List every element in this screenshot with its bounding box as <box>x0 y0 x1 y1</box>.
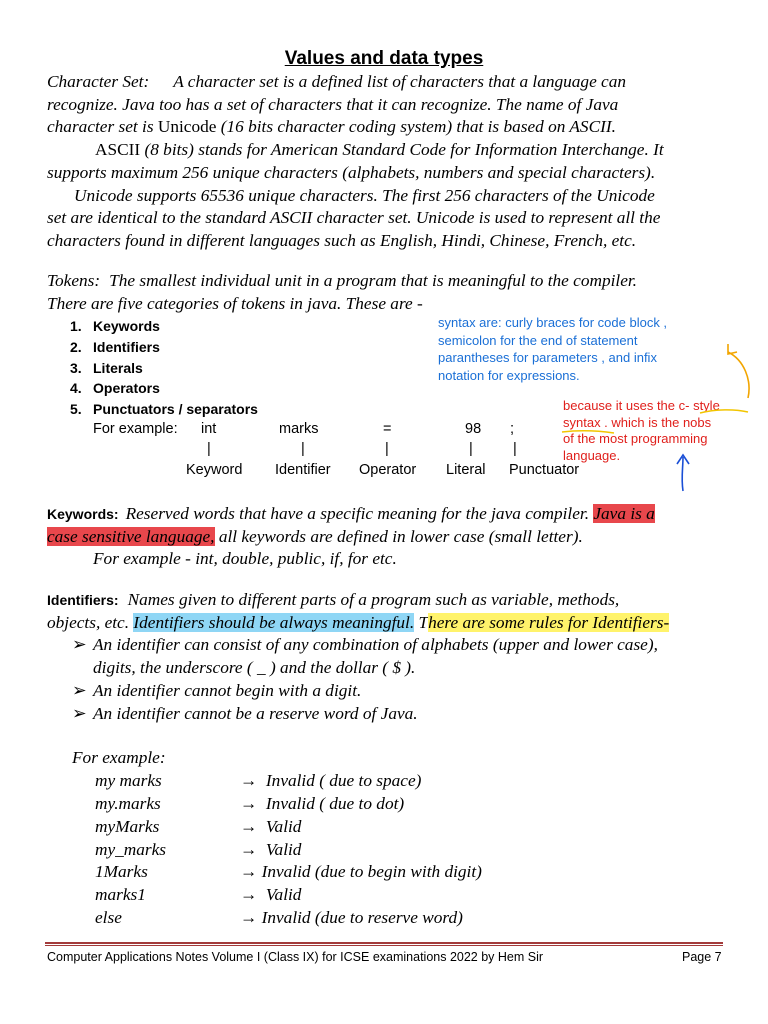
token-type-punctuator: Punctuator <box>509 462 580 478</box>
text-line: set are identical to the standard ASCII character set. Unicode is used to represent all the <box>47 208 661 228</box>
arrow-icon: → <box>240 840 258 859</box>
text-line: recognize. Java too has a set of characters that it can recognize. The name of Java <box>47 94 619 114</box>
rule-bullet-1: ➢ An identifier can consist of any combination of alphabets (upper and lower case), digits, the underscore ( _ ) and the dollar ( $ ). <box>72 635 658 677</box>
token-type-identifier: Identifier <box>275 462 331 478</box>
text-line: all keywords are defined in lower case (small letter). <box>214 526 583 546</box>
text-line: Names given to different parts of a program such as variable, methods, <box>127 590 620 609</box>
token-type-operator: Operator <box>359 462 417 478</box>
list-item: 1. Keywords <box>70 318 160 334</box>
text-line: For example - int, double, public, if, for etc. <box>93 549 397 569</box>
identifier-example-label: For example: <box>72 748 166 767</box>
rules-highlight: here are some rules for Identifiers- <box>428 612 670 632</box>
example-result: → Valid <box>240 885 302 904</box>
example-code-98: 98 <box>465 421 482 437</box>
pipe-divider: | <box>469 441 473 457</box>
text-line: (16 bits character coding system) that is based on ASCII. <box>216 117 616 137</box>
case-sensitive-highlight: Java is a <box>593 504 655 523</box>
text-line: A character set is a defined list of characters that a language can <box>173 72 627 91</box>
example-label: For example: <box>93 421 178 437</box>
list-item: 5. Punctuators / separators <box>70 401 258 418</box>
identifiers-heading: Identifiers: <box>47 592 119 608</box>
example-name: 1Marks <box>95 862 148 881</box>
bullet-arrow-icon: ➢ <box>72 635 87 654</box>
blue-arrow-icon <box>682 457 683 491</box>
tokens-heading: Tokens: <box>47 271 101 290</box>
example-name: my marks <box>95 771 162 790</box>
case-sensitive-highlight: case sensitive language, <box>47 526 215 546</box>
text-line: objects, etc. <box>47 612 134 632</box>
text-line: There are five categories of tokens in java. These are - <box>47 293 423 313</box>
example-result: → Valid <box>240 840 302 859</box>
example-name: my_marks <box>95 840 167 859</box>
text-line: character set is <box>47 117 158 137</box>
example-name: marks1 <box>95 885 146 904</box>
pipe-divider: | <box>207 441 211 457</box>
bullet-arrow-icon: ➢ <box>72 704 87 723</box>
example-code-equals: = <box>383 421 392 437</box>
text-line: T <box>414 612 429 632</box>
list-item: 4. Operators <box>70 380 160 397</box>
example-result: → Valid <box>240 817 302 836</box>
syntax-annotation: syntax are: curly braces for code block , semicolon for the end of statement parantheses for parameters , and infix notation for expressions. <box>438 315 668 383</box>
text-line: The smallest individual unit in a program that is meaningful to the compiler. <box>109 271 638 290</box>
example-result: → Invalid ( due to dot) <box>240 794 405 813</box>
list-item: 3. Literals <box>70 359 143 376</box>
example-result: → Invalid (due to reserve word) <box>240 908 463 927</box>
arrow-icon: → <box>240 862 258 881</box>
arrow-icon: → <box>240 908 258 927</box>
identifiers-paragraph <box>47 589 723 634</box>
character-set-heading: Character Set: <box>47 72 150 91</box>
keywords-paragraph <box>47 503 723 571</box>
list-item: 2. Identifiers <box>70 338 160 355</box>
arrow-icon: → <box>240 794 258 813</box>
text-line: Unicode supports 65536 unique characters. The first 256 characters of the Unicode <box>74 185 655 205</box>
c-style-annotation: because it uses the c- style syntax . which is the nobs of the most programming language. <box>563 398 720 463</box>
example-name: my.marks <box>95 794 161 813</box>
pipe-divider: | <box>385 441 389 457</box>
example-name: else <box>95 908 122 927</box>
example-code-int: int <box>201 421 217 437</box>
yellow-underline-icon <box>700 410 748 413</box>
footer-rule <box>45 942 723 944</box>
example-code-semicolon: ; <box>510 421 515 437</box>
text-line: supports maximum 256 unique characters (alphabets, numbers and special characters). <box>47 162 656 182</box>
keywords-heading: Keywords: <box>47 506 119 522</box>
footer-rule <box>45 945 723 946</box>
unicode-term: Unicode <box>157 117 217 137</box>
example-name: myMarks <box>95 817 160 836</box>
example-result: → Invalid (due to begin with digit) <box>240 862 482 881</box>
example-code-marks: marks <box>279 421 319 437</box>
arrow-icon: → <box>240 817 258 836</box>
ascii-term: ASCII <box>95 140 141 160</box>
rule-bullet-2: ➢ An identifier cannot begin with a digit. <box>72 680 722 703</box>
rule-bullet-3: ➢ An identifier cannot be a reserve word of Java. <box>72 703 722 726</box>
orange-arrow-icon <box>728 352 749 398</box>
meaningful-highlight: Identifiers should be always meaningful. <box>133 612 415 632</box>
text-line: Reserved words that have a specific meaning for the java compiler. <box>125 504 590 523</box>
page-number: Page 7 <box>682 950 722 964</box>
example-result: → Invalid ( due to space) <box>240 771 422 790</box>
bullet-arrow-icon: ➢ <box>72 681 87 700</box>
text-line: (8 bits) stands for American Standard Code for Information Interchange. It <box>140 140 664 160</box>
footer-text: Computer Applications Notes Volume I (Class IX) for ICSE examinations 2022 by Hem Sir <box>47 950 544 964</box>
pipe-divider: | <box>513 441 517 457</box>
pipe-divider: | <box>301 441 305 457</box>
arrow-icon: → <box>240 885 258 904</box>
token-type-keyword: Keyword <box>186 462 243 478</box>
arrow-icon: → <box>240 771 258 790</box>
text-line: characters found in different languages such as English, Hindi, Chinese, French, etc. <box>47 230 637 250</box>
page-title: Values and data types <box>284 48 484 69</box>
token-type-literal: Literal <box>446 462 486 478</box>
